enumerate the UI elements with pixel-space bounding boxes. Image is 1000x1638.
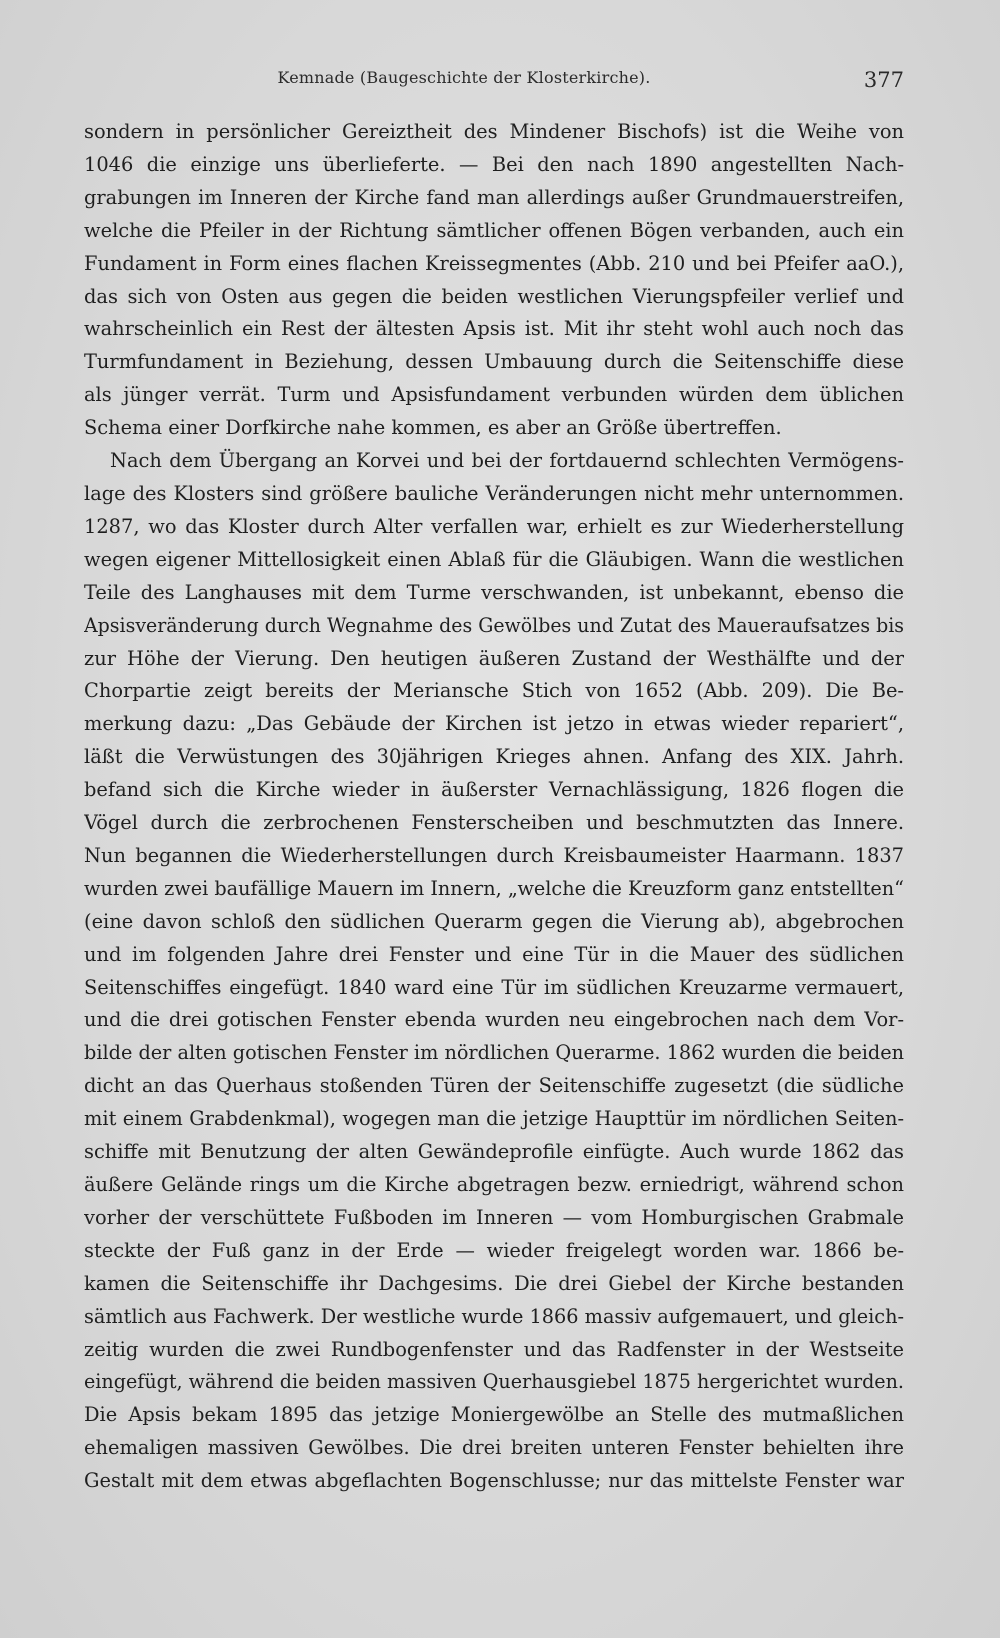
text-line: 1287, wo das Kloster durch Alter verfallen war, erhielt es zur Wiederherstellung xyxy=(84,514,904,538)
text-line: bilde der alten gotischen Fenster im nördlichen Querarme. 1862 wurden die beiden xyxy=(84,1041,904,1065)
body-text xyxy=(84,116,904,1498)
text-line: zur Höhe der Vierung. Den heutigen äußeren Zustand der Westhälfte und der xyxy=(84,646,904,670)
text-line: eingefügt, während die beiden massiven Querhausgiebel 1875 hergerichtet wurden. xyxy=(84,1370,904,1394)
text-line: Gestalt mit dem etwas abgeflachten Bogenschlusse; nur das mittelste Fenster war xyxy=(84,1469,904,1493)
text-line: als jünger verrät. Turm und Apsisfundament verbunden würden dem üblichen xyxy=(84,383,904,407)
text-line: steckte der Fuß ganz in der Erde — wieder freigelegt worden war. 1866 be- xyxy=(84,1238,904,1262)
text-line: läßt die Verwüstungen des 30jährigen Krieges ahnen. Anfang des XIX. Jahrh. xyxy=(84,745,904,769)
page-number: 377 xyxy=(863,68,904,92)
running-header xyxy=(84,62,904,102)
text-line: das sich von Osten aus gegen die beiden westlichen Vierungspfeiler verlief und xyxy=(84,284,904,308)
text-line: dicht an das Querhaus stoßenden Türen der Seitenschiffe zugesetzt (die südliche xyxy=(84,1074,904,1098)
text-line: (eine davon schloß den südlichen Querarm gegen die Vierung ab), abgebrochen xyxy=(84,909,904,933)
text-line: schiffe mit Benutzung der alten Gewändeprofile einfügte. Auch wurde 1862 das xyxy=(84,1140,904,1164)
text-line: wurden zwei baufällige Mauern im Innern, „welche die Kreuzform ganz entstellten“ xyxy=(84,876,904,900)
text-line: Nach dem Übergang an Korvei und bei der fortdauernd schlechten Vermögens- xyxy=(110,449,904,473)
text-line: Nun begannen die Wiederherstellungen durch Kreisbaumeister Haarmann. 1837 xyxy=(84,843,904,867)
text-line: welche die Pfeiler in der Richtung sämtlicher offenen Bögen verbanden, auch ein xyxy=(84,218,904,242)
text-line: grabungen im Inneren der Kirche fand man allerdings außer Grundmauerstreifen, xyxy=(84,185,904,209)
text-line: Die Apsis bekam 1895 das jetzige Moniergewölbe an Stelle des mutmaßlichen xyxy=(84,1403,904,1427)
text-line: und im folgenden Jahre drei Fenster und eine Tür in die Mauer des südlichen xyxy=(84,942,904,966)
text-line: kamen die Seitenschiffe ihr Dachgesims. Die drei Giebel der Kirche bestanden xyxy=(84,1271,904,1295)
text-line: wegen eigener Mittellosigkeit einen Ablaß für die Gläubigen. Wann die westlichen xyxy=(84,547,904,571)
text-line: Apsisveränderung durch Wegnahme des Gewölbes und Zutat des Maueraufsatzes bis xyxy=(84,613,904,637)
text-line: Vögel durch die zerbrochenen Fensterscheiben und beschmutzten das Innere. xyxy=(84,811,904,835)
text-line: befand sich die Kirche wieder in äußerster Vernachlässigung, 1826 flogen die xyxy=(84,778,904,802)
text-line: sämtlich aus Fachwerk. Der westliche wurde 1866 massiv aufgemauert, und gleich- xyxy=(84,1304,904,1328)
text-line: Seitenschiffes eingefügt. 1840 ward eine Tür im südlichen Kreuzarme vermauert, xyxy=(84,975,904,999)
text-line: Chorpartie zeigt bereits der Meriansche Stich von 1652 (Abb. 209). Die Be- xyxy=(84,679,904,703)
text-line: lage des Klosters sind größere bauliche Veränderungen nicht mehr unternommen. xyxy=(84,481,904,505)
text-line: ehemaligen massiven Gewölbes. Die drei breiten unteren Fenster behielten ihre xyxy=(84,1436,904,1460)
text-line: merkung dazu: „Das Gebäude der Kirchen ist jetzo in etwas wieder repariert“, xyxy=(84,712,904,736)
paragraph-2 xyxy=(84,445,904,1498)
text-line: und die drei gotischen Fenster ebenda wurden neu eingebrochen nach dem Vor- xyxy=(84,1008,904,1032)
text-line: Turmfundament in Beziehung, dessen Umbauung durch die Seitenschiffe diese xyxy=(84,350,904,374)
text-line: vorher der verschüttete Fußboden im Inneren — vom Homburgischen Grabmale xyxy=(84,1205,904,1229)
text-line: Teile des Langhauses mit dem Turme verschwanden, ist unbekannt, ebenso die xyxy=(84,580,904,604)
text-line: äußere Gelände rings um die Kirche abgetragen bezw. erniedrigt, während schon xyxy=(84,1173,904,1196)
text-line: wahrscheinlich ein Rest der ältesten Apsis ist. Mit ihr steht wohl auch noch das xyxy=(84,317,904,341)
running-title: Kemnade (Baugeschichte der Klosterkirche). xyxy=(277,68,651,87)
text-line: Schema einer Dorfkirche nahe kommen, es aber an Größe übertreffen. xyxy=(84,416,782,440)
text-line: mit einem Grabdenkmal), wogegen man die jetzige Haupttür im nördlichen Seiten- xyxy=(84,1107,904,1131)
paragraph-1 xyxy=(84,116,904,445)
text-line: sondern in persönlicher Gereiztheit des Mindener Bischofs) ist die Weihe von xyxy=(84,120,904,143)
text-line: 1046 die einzige uns überlieferte. — Bei den nach 1890 angestellten Nach- xyxy=(84,152,904,176)
text-line: zeitig wurden die zwei Rundbogenfenster und das Radfenster in der Westseite xyxy=(84,1337,904,1361)
text-line: Fundament in Form eines flachen Kreissegmentes (Abb. 210 und bei Pfeifer aaO.), xyxy=(84,251,904,275)
